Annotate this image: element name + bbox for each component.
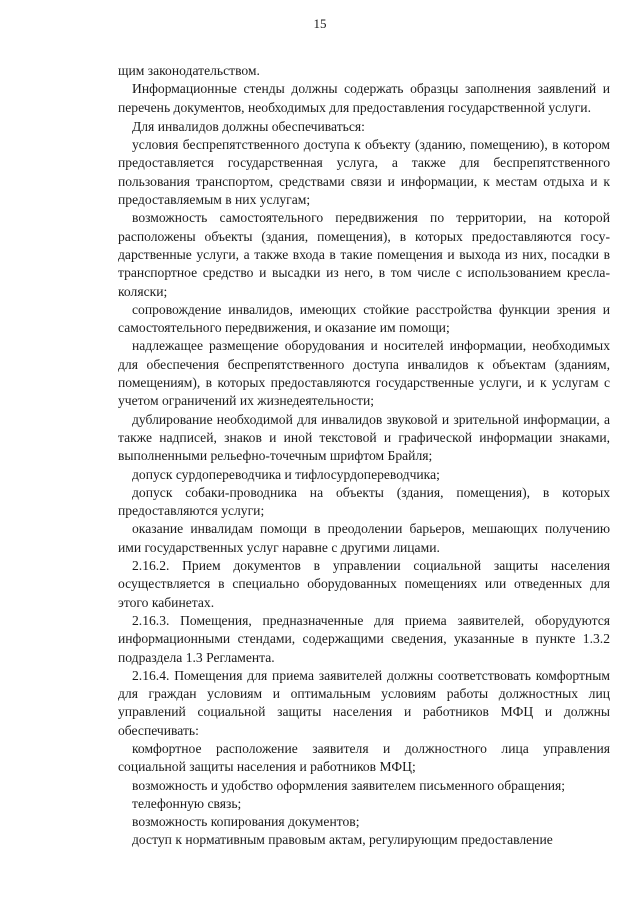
paragraph: щим законодательством. — [118, 63, 260, 78]
list-item: сопровождение инвалидов, имеющих стойкие расстройства функции зрения и самостоятельного передвижения, и оказание им помощи; — [118, 301, 610, 336]
list-item: возможность и удобство оформления заявителем письменного обращения; — [132, 777, 566, 793]
paragraph: 2.16.3. Помещения, предназначенные для приема заявителей, оборудуются информационными стендами, содержащими сведения, указанные в пункте 1.3.2 подраздела 1.3 Регламента. — [118, 612, 610, 665]
paragraph: 2.16.2. Прием документов в управлении социальной защиты населения осуществляется в специально оборудованных помещениях или отведенных для этого кабинетах. — [118, 558, 610, 610]
list-item: допуск сурдопереводчика и тифлосурдопереводчика; — [132, 466, 440, 482]
paragraph: Для инвалидов должны обеспечиваться: — [132, 118, 365, 134]
list-item: дублирование необходимой для инвалидов звуковой и зрительной информации, а также надписей, знаков и иной текстовой и графической информации знаками, выполненными рельефно-точечным шрифтом Брайля; — [118, 411, 610, 464]
paragraph: 2.16.4. Помещения для приема заявителей должны соответствовать комфортным для граждан условиям и оптимальным условиям работы должностных лиц управлений социальной защиты населения и работников МФЦ и должны обеспечивать: — [118, 667, 610, 738]
list-item: комфортное расположение заявителя и должностного лица управления социальной защиты населения и работников МФЦ; — [118, 740, 610, 775]
list-item: надлежащее размещение оборудования и носителей информации, необходимых для обеспечения беспрепятственного доступа инвалидов к объектам (зданиям, помещениям), в которых предоставляются государственные услуги, и к услугам с учетом ограничений их жизнедеятельности; — [118, 338, 610, 409]
list-item: оказание инвалидам помощи в преодолении барьеров, мешающих получению ими государственных услуг наравне с другими лицами. — [118, 521, 610, 555]
page-number: 15 — [313, 16, 327, 31]
list-item: доступ к нормативным правовым актам, регулирующим предоставление — [132, 832, 553, 848]
list-item: возможность копирования документов; — [132, 814, 360, 830]
paragraph: Информационные стенды должны содержать образцы заполнения заявлений и перечень документов, необходимых для предоставления государственной услуги. — [118, 81, 610, 115]
list-item: возможность самостоятельного передвижения по территории, на которой расположены объекты (здания, помещения), в которых предоставляются государственные услуги, а также входа в такие помещения и выхода из них, посадки в транспортное средство и высадки из него, в том числе с использованием кресла-коляски; — [118, 210, 610, 299]
list-item: телефонную связь; — [132, 795, 242, 811]
page-body — [118, 62, 610, 850]
list-item: условия беспрепятственного доступа к объекту (зданию, помещению), в котором предоставляется государственная услуга, а также для беспрепятственного пользования транспортом, средствами связи и информации, к местам отдыха и к предоставляемым в них услугам; — [118, 137, 610, 208]
list-item: допуск собаки-проводника на объекты (здания, помещения), в которых предоставляются услуги; — [118, 484, 610, 519]
